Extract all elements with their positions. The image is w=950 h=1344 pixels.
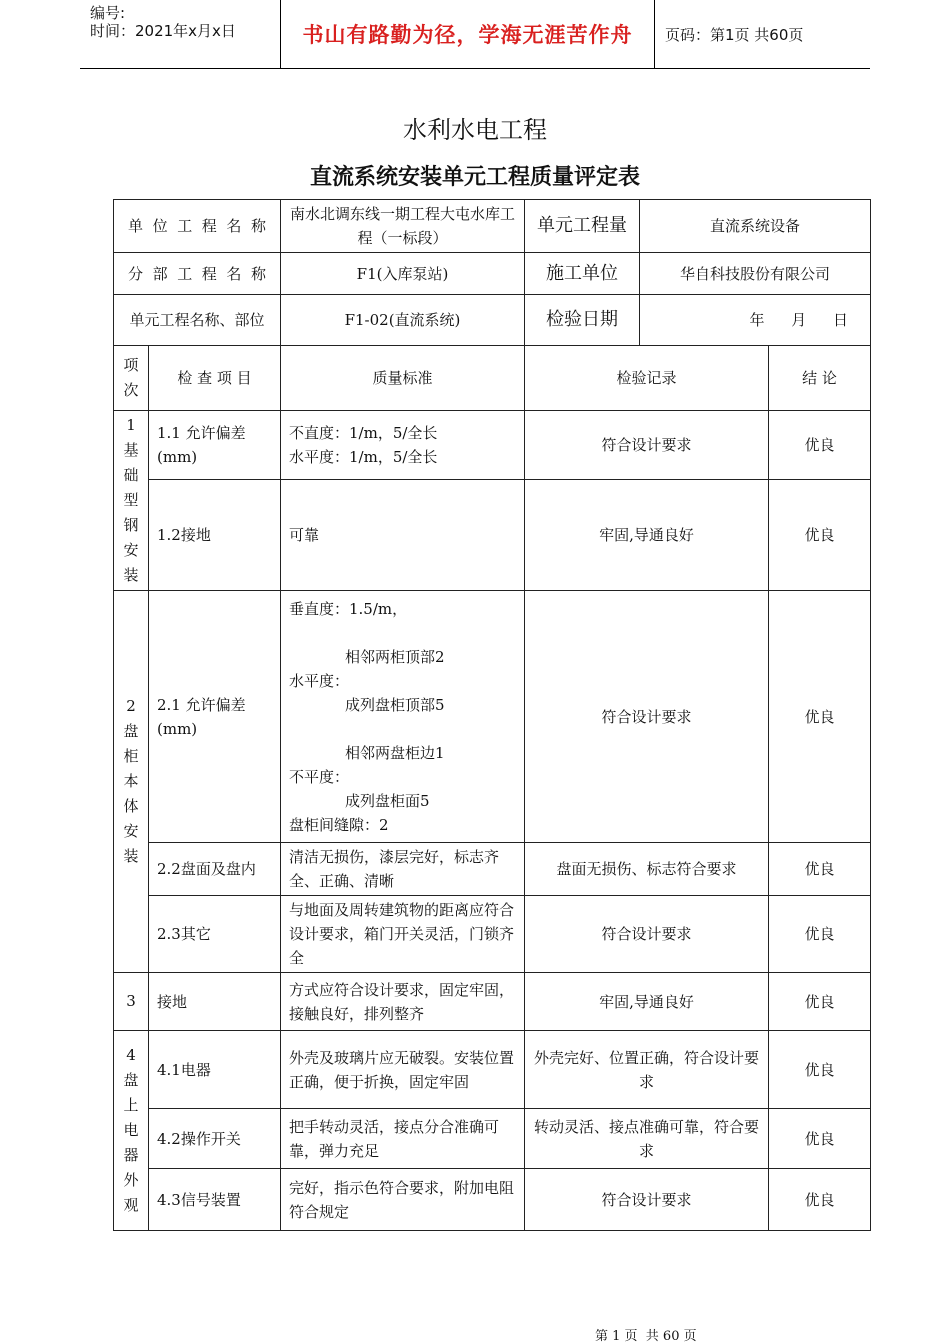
standard-line: 成列盘柜顶部5 <box>345 695 445 714</box>
conclusion: 优良 <box>769 411 871 480</box>
page-footer: 第 1 页 共 60 页 <box>595 1329 697 1344</box>
col-standard: 质量标准 <box>281 346 525 411</box>
check-item: 接地 <box>149 973 281 1031</box>
group-label-char: 安 <box>123 541 139 559</box>
standard-line: 盘柜间缝隙：2 <box>289 815 389 834</box>
check-date-label: 检验日期 <box>525 295 640 346</box>
group-label-char: 装 <box>123 847 139 865</box>
check-item: 2.3其它 <box>149 896 281 973</box>
standard-line: 水平度： <box>289 671 350 690</box>
contractor-label: 施工单位 <box>525 253 640 295</box>
inspection-record: 符合设计要求 <box>525 896 769 973</box>
group-label-char: 电 <box>123 1121 139 1139</box>
group-label-char: 本 <box>123 772 139 790</box>
group-label-char: 4 <box>126 1046 136 1064</box>
quality-evaluation-table <box>113 199 871 1231</box>
conclusion: 优良 <box>769 1169 871 1231</box>
group-label-char: 体 <box>123 797 139 815</box>
header-meta <box>80 0 281 68</box>
sub-project-label: 分 部 工 程 名 称 <box>114 253 281 295</box>
standard-line: 成列盘柜面5 <box>345 791 430 810</box>
table-row <box>114 591 871 843</box>
quantity-label: 单元工程量 <box>525 200 640 253</box>
quality-standard: 外壳及玻璃片应无破裂。安装位置正确，便于折换，固定牢固 <box>281 1031 525 1109</box>
col-check-item: 检 查 项 目 <box>149 346 281 411</box>
check-date-value: 年 月 日 <box>640 295 871 346</box>
inspection-record: 牢固,导通良好 <box>525 973 769 1031</box>
column-header-row <box>114 346 871 411</box>
quality-standard: 把手转动灵活，接点分合准确可靠，弹力充足 <box>281 1109 525 1169</box>
group-label-char: 钢 <box>123 516 139 534</box>
group-label-char: 外 <box>123 1171 139 1189</box>
check-item: 4.1电器 <box>149 1031 281 1109</box>
element-value: F1-02(直流系统) <box>281 295 525 346</box>
check-item: 2.2盘面及盘内 <box>149 843 281 896</box>
table-row <box>114 479 871 590</box>
col-item-no <box>114 346 149 411</box>
group-label-char: 2 <box>126 697 136 715</box>
inspection-record: 符合设计要求 <box>525 1169 769 1231</box>
check-item: 4.3信号装置 <box>149 1169 281 1231</box>
group-label-char: 观 <box>123 1196 139 1214</box>
page-header <box>80 0 870 69</box>
standard-line <box>289 717 516 741</box>
table-row <box>114 411 871 480</box>
inspection-record: 转动灵活、接点准确可靠，符合要求 <box>525 1109 769 1169</box>
unit-project-label: 单 位 工 程 名 称 <box>114 200 281 253</box>
group-label-char: 器 <box>123 1146 139 1164</box>
standard-line: 相邻两盘柜边1 <box>345 743 445 762</box>
group-label-char: 项 <box>123 356 139 374</box>
conclusion: 优良 <box>769 1031 871 1109</box>
header-page-number: 页码：第1页 共60页 <box>665 25 804 44</box>
group-label-char: 上 <box>123 1096 139 1114</box>
quality-standard: 完好，指示色符合要求，附加电阻符合规定 <box>281 1169 525 1231</box>
info-row-sub-project <box>114 253 871 295</box>
standard-line: 垂直度：1.5/m， <box>289 599 408 618</box>
quality-standard: 清洁无损伤，漆层完好，标志齐全、正确、清晰 <box>281 843 525 896</box>
quality-standard: 方式应符合设计要求，固定牢固，接触良好，排列整齐 <box>281 973 525 1031</box>
inspection-record: 盘面无损伤、标志符合要求 <box>525 843 769 896</box>
quantity-value: 直流系统设备 <box>640 200 871 253</box>
conclusion: 优良 <box>769 479 871 590</box>
unit-project-value: 南水北调东线一期工程大屯水库工程（一标段） <box>281 200 525 253</box>
quality-standard: 与地面及周转建筑物的距离应符合设计要求，箱门开关灵活，门锁齐全 <box>281 896 525 973</box>
quality-standard <box>281 591 525 843</box>
header-motto: 书山有路勤为径，学海无涯苦作舟 <box>281 0 655 68</box>
table-row <box>114 1109 871 1169</box>
document-number: 编号: <box>90 4 126 22</box>
standard-line: 不直度：1/m，5/全长 <box>289 423 438 442</box>
group-label <box>114 1031 149 1231</box>
group-label <box>114 591 149 973</box>
group-label <box>114 973 149 1031</box>
group-label <box>114 411 149 591</box>
sub-project-value: F1(入库泵站) <box>281 253 525 295</box>
standard-line: 相邻两柜顶部2 <box>345 647 445 666</box>
group-label-char: 柜 <box>123 747 139 765</box>
group-label-char: 次 <box>123 381 139 399</box>
standard-line: 水平度：1/m，5/全长 <box>289 447 438 466</box>
quality-standard <box>281 411 525 480</box>
check-item: 1.1 允许偏差(mm) <box>149 411 281 480</box>
table-row <box>114 973 871 1031</box>
contractor-value: 华自科技股份有限公司 <box>640 253 871 295</box>
element-label: 单元工程名称、部位 <box>114 295 281 346</box>
group-label-char: 装 <box>123 566 139 584</box>
check-item: 2.1 允许偏差(mm) <box>149 591 281 843</box>
col-record: 检验记录 <box>525 346 769 411</box>
table-row <box>114 1031 871 1109</box>
conclusion: 优良 <box>769 591 871 843</box>
conclusion: 优良 <box>769 1109 871 1169</box>
standard-line: 不平度： <box>289 767 350 786</box>
check-item: 4.2操作开关 <box>149 1109 281 1169</box>
table-row <box>114 1169 871 1231</box>
inspection-record: 牢固,导通良好 <box>525 479 769 590</box>
group-label-char: 础 <box>123 466 139 484</box>
info-row-element <box>114 295 871 346</box>
document-title: 水利水电工程 <box>403 116 547 144</box>
form-title: 直流系统安装单元工程质量评定表 <box>309 165 640 190</box>
conclusion: 优良 <box>769 843 871 896</box>
conclusion: 优良 <box>769 973 871 1031</box>
inspection-record: 符合设计要求 <box>525 411 769 480</box>
table-row <box>114 896 871 973</box>
group-label-char: 盘 <box>123 1071 139 1089</box>
group-label-char: 型 <box>123 491 139 509</box>
check-item: 1.2接地 <box>149 479 281 590</box>
inspection-record: 外壳完好、位置正确，符合设计要求 <box>525 1031 769 1109</box>
group-label-char: 3 <box>126 992 136 1010</box>
inspection-record: 符合设计要求 <box>525 591 769 843</box>
info-row-unit-project <box>114 200 871 253</box>
standard-line <box>289 621 516 645</box>
group-label-char: 盘 <box>123 722 139 740</box>
col-conclusion: 结 论 <box>769 346 871 411</box>
group-label-char: 1 <box>126 416 136 434</box>
group-label-char: 安 <box>123 822 139 840</box>
quality-standard: 可靠 <box>281 479 525 590</box>
conclusion: 优良 <box>769 896 871 973</box>
table-row <box>114 843 871 896</box>
document-time: 时间：2021年x月x日 <box>90 22 236 40</box>
group-label-char: 基 <box>123 441 139 459</box>
